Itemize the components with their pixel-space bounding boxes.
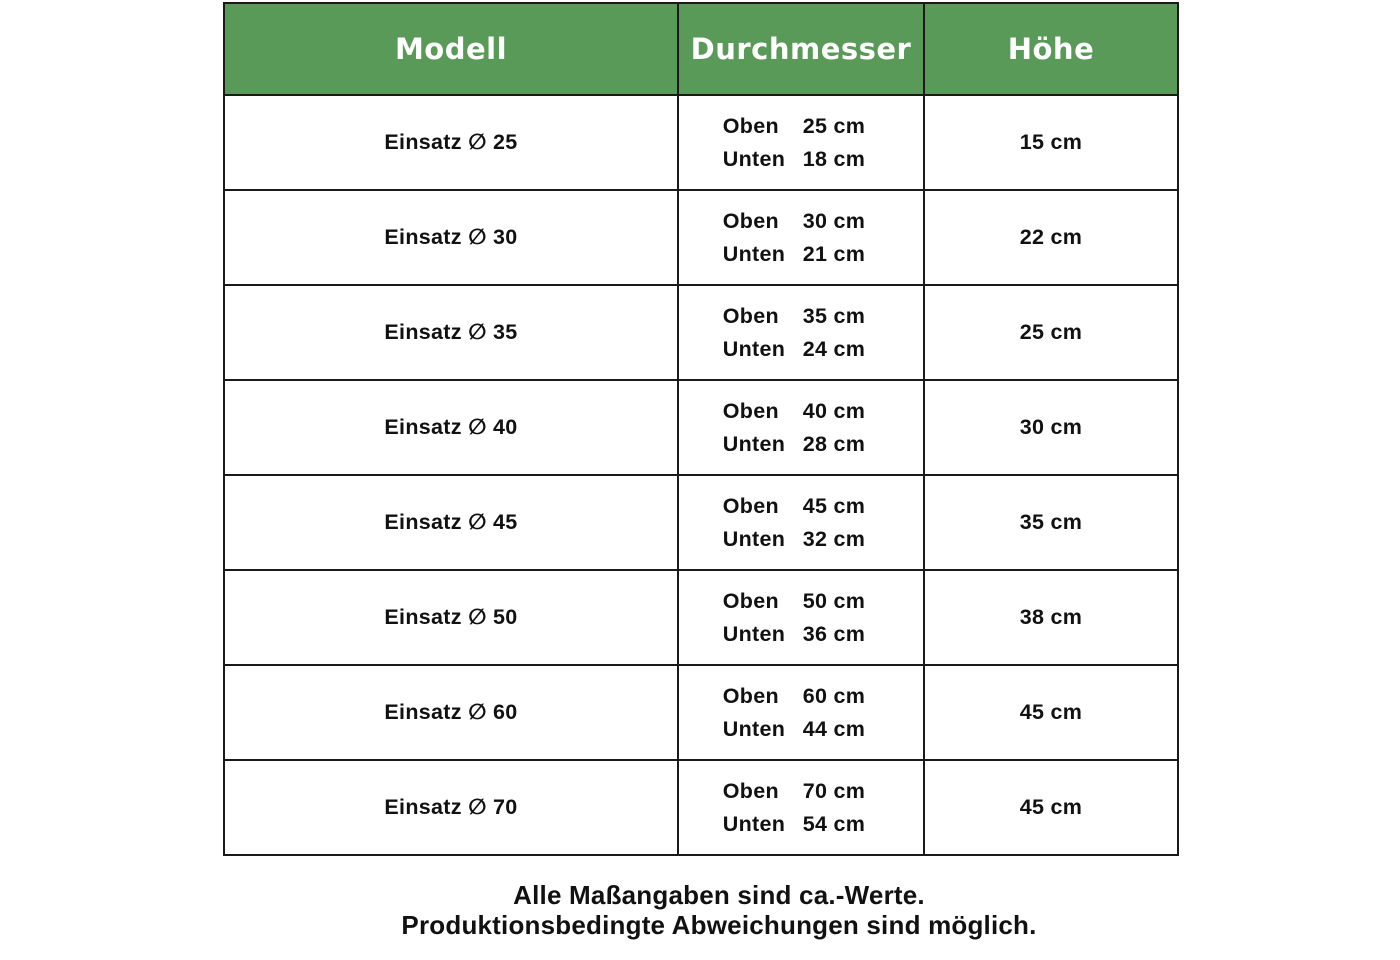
diameter-cell — [678, 95, 924, 190]
table-row — [224, 190, 1178, 285]
top-value: 70 cm — [802, 778, 866, 803]
diameter-top — [723, 110, 865, 143]
diameter-cell — [678, 475, 924, 570]
table-body — [224, 95, 1178, 855]
diameter-cell — [678, 760, 924, 855]
footer-line-1: Alle Maßangaben sind ca.-Werte. — [513, 880, 925, 910]
diameter-top — [723, 205, 865, 238]
header-diameter: Durchmesser — [678, 3, 924, 95]
model-cell: Einsatz ∅ 45 — [224, 475, 678, 570]
bottom-label: Unten — [722, 526, 786, 551]
diameter-bottom — [723, 333, 865, 366]
diameter-top — [723, 585, 865, 618]
height-cell: 22 cm — [924, 190, 1178, 285]
height-cell: 15 cm — [924, 95, 1178, 190]
bottom-label: Unten — [722, 716, 786, 741]
header-height: Höhe — [924, 3, 1178, 95]
footer-note — [223, 880, 1215, 940]
table-row — [224, 380, 1178, 475]
top-value: 30 cm — [802, 208, 866, 233]
diameter-top — [723, 395, 865, 428]
height-cell: 38 cm — [924, 570, 1178, 665]
model-cell: Einsatz ∅ 50 — [224, 570, 678, 665]
bottom-label: Unten — [722, 621, 786, 646]
top-value: 25 cm — [802, 113, 866, 138]
table-row — [224, 570, 1178, 665]
top-label: Oben — [722, 493, 779, 518]
table-row — [224, 475, 1178, 570]
bottom-label: Unten — [722, 336, 786, 361]
diameter-bottom — [723, 618, 865, 651]
top-value: 50 cm — [802, 588, 866, 613]
diameter-cell — [678, 665, 924, 760]
diameter-bottom — [723, 143, 865, 176]
height-cell: 35 cm — [924, 475, 1178, 570]
bottom-value: 44 cm — [802, 716, 866, 741]
diameter-cell — [678, 190, 924, 285]
model-cell: Einsatz ∅ 30 — [224, 190, 678, 285]
top-value: 60 cm — [802, 683, 866, 708]
diameter-bottom — [723, 238, 865, 271]
bottom-value: 24 cm — [802, 336, 866, 361]
model-cell: Einsatz ∅ 60 — [224, 665, 678, 760]
diameter-bottom — [723, 808, 865, 841]
bottom-label: Unten — [722, 241, 786, 266]
diameter-cell — [678, 380, 924, 475]
diameter-top — [723, 680, 865, 713]
top-label: Oben — [722, 683, 779, 708]
table-row — [224, 95, 1178, 190]
top-value: 45 cm — [802, 493, 866, 518]
height-cell: 25 cm — [924, 285, 1178, 380]
size-table — [223, 2, 1179, 856]
model-cell: Einsatz ∅ 35 — [224, 285, 678, 380]
bottom-value: 28 cm — [802, 431, 866, 456]
bottom-label: Unten — [722, 811, 786, 836]
bottom-value: 32 cm — [802, 526, 866, 551]
top-label: Oben — [722, 208, 779, 233]
top-label: Oben — [722, 113, 779, 138]
diameter-bottom — [723, 428, 865, 461]
top-label: Oben — [722, 398, 779, 423]
diameter-cell — [678, 285, 924, 380]
model-cell: Einsatz ∅ 70 — [224, 760, 678, 855]
header-row — [224, 3, 1178, 95]
model-cell: Einsatz ∅ 40 — [224, 380, 678, 475]
diameter-cell — [678, 570, 924, 665]
footer-line-2: Produktionsbedingte Abweichungen sind möglich. — [401, 910, 1037, 940]
top-label: Oben — [722, 303, 779, 328]
diameter-bottom — [723, 713, 865, 746]
top-value: 35 cm — [802, 303, 866, 328]
bottom-value: 21 cm — [802, 241, 866, 266]
model-cell: Einsatz ∅ 25 — [224, 95, 678, 190]
table-row — [224, 665, 1178, 760]
bottom-value: 54 cm — [802, 811, 866, 836]
table-row — [224, 760, 1178, 855]
height-cell: 45 cm — [924, 760, 1178, 855]
diameter-top — [723, 300, 865, 333]
bottom-value: 36 cm — [802, 621, 866, 646]
table-row — [224, 285, 1178, 380]
bottom-value: 18 cm — [802, 146, 866, 171]
top-label: Oben — [722, 778, 779, 803]
top-label: Oben — [722, 588, 779, 613]
bottom-label: Unten — [722, 146, 786, 171]
height-cell: 30 cm — [924, 380, 1178, 475]
top-value: 40 cm — [802, 398, 866, 423]
height-cell: 45 cm — [924, 665, 1178, 760]
header-model: Modell — [224, 3, 678, 95]
bottom-label: Unten — [722, 431, 786, 456]
diameter-top — [723, 490, 865, 523]
diameter-top — [723, 775, 865, 808]
diameter-bottom — [723, 523, 865, 556]
